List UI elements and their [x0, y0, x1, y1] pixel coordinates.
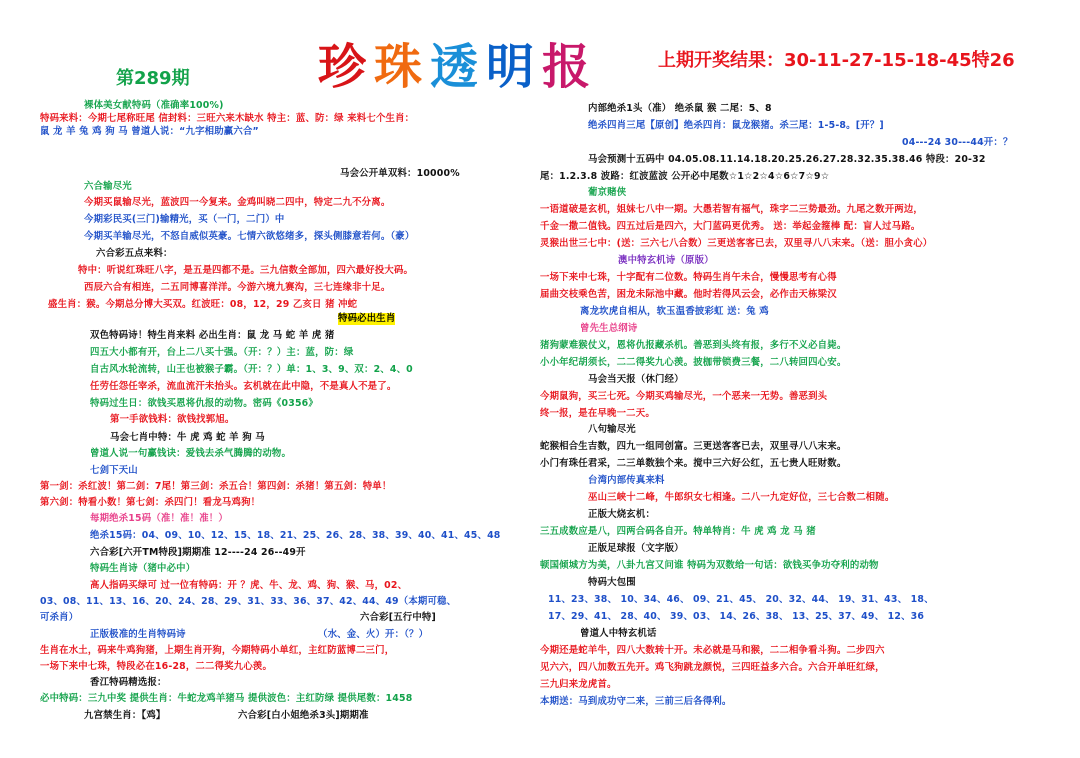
- left-text-line: 自古风水轮流转，山王也被猴子霸。（开：？）单：1、3、9、双：2、4、0: [90, 364, 413, 375]
- right-text-line: 曾先生总纲诗: [580, 323, 638, 334]
- right-text-line: 内部绝杀1头（准） 绝杀鼠 猴 二尾：5、8: [588, 103, 772, 114]
- masthead-char-3: 透: [430, 39, 479, 95]
- right-text-line: 见六六，四八加数五先开。鸡飞狗跳龙颜悦，三四旺益多六合。六合开单旺红绿，: [540, 662, 885, 673]
- right-text-line: 小门有珠任君采，二三单数独个来。搅中三六好公红，五七贵人旺财数。: [540, 458, 847, 469]
- right-text-line: 台湾内部传真来料: [588, 475, 665, 486]
- right-text-line: 11、23、38、 10、34、46、 09、21、45、 20、32、44、 19、31、43、 18、: [548, 594, 934, 605]
- left-text-line: 特码来料：今期七尾称旺尾 信封料：三旺六来木缺水 特主：蓝、防：绿 来料七个生肖：: [40, 113, 415, 124]
- masthead-char-5: 报: [542, 39, 591, 95]
- left-text-line: 双色特码诗！特生肖来料 必出生肖：鼠 龙 马 蛇 羊 虎 猪: [90, 330, 335, 341]
- left-text-line: 今期买羊输尽光，不怒自威似英豪。七情六欲悠绪多，探头侧膝意若何。（豪）: [84, 231, 415, 242]
- left-text-line: 高人指码买绿可 过一位有特码：开 ？虎、牛、龙、鸡、狗、猴、马，02、: [90, 580, 408, 591]
- left-text-line: 特中：听说红珠旺八字，是五是四都不是。三九信数全部加，四六最好投大码。: [78, 265, 414, 276]
- right-text-line: 马会预测十五码中 04.05.08.11.14.18.20.25.26.27.28.32.35.38.46 特段：20-32: [588, 154, 986, 165]
- right-text-line: 曾道人中特玄机话: [580, 628, 657, 639]
- left-text-line: 六合彩[白小姐绝杀3头]期期准: [238, 710, 369, 721]
- left-text-line: 今期彩民买(三门)输精光，买（一门，二门）中: [84, 214, 285, 225]
- left-text-line: 鼠 龙 羊 兔 鸡 狗 马 曾道人说：“九字相助赢六合”: [40, 126, 259, 137]
- right-text-line: 三五成数应是八，四两合码各自开。特单特肖：牛 虎 鸡 龙 马 猪: [540, 526, 816, 537]
- right-text-line: 今期鼠狗，买三七死。今期买鸡输尽光，一个恶来一无势。善恶到头: [540, 391, 828, 402]
- right-text-line: 小小年纪胡须长，二二得奖九心羡。披枷带锁费三餐，二八转回四心安。: [540, 357, 847, 368]
- left-text-line: 曾道人说一句赢钱诀：爱钱去杀气腾腾的动物。: [90, 448, 292, 459]
- left-text-line: 香江特码精选报：: [90, 677, 167, 688]
- left-text-line: 马会七肖中特：牛 虎 鸡 蛇 羊 狗 马: [110, 432, 265, 443]
- right-text-line: 17、29、41、 28、40、 39、03、 14、26、38、 13、25、37、49、 12、36: [548, 611, 925, 622]
- right-text-line: 正版大烧玄机：: [588, 509, 656, 520]
- left-text-line: 六合输尽光: [84, 181, 132, 192]
- left-text-line: 盛生肖：猴。今期总分博大买双。红波旺：08，12，29 乙亥日 猪 冲蛇: [48, 299, 358, 310]
- right-text-line: 灵猴出世三七中：(送：三六七八合数）三更送客客已去，双里寻八八末来。（送：胆小贪心）: [540, 238, 933, 249]
- left-text-line: 可杀肖）: [40, 612, 79, 623]
- right-text-line: 八句输尽光: [588, 424, 636, 435]
- left-text-line: 第一手欲钱料：欲钱找郭旭。: [110, 414, 235, 425]
- right-text-line: 三九归来龙虎首。: [540, 679, 617, 690]
- right-text-line: 猪狗蒙难猴仗义，恩将仇报藏杀机。善恶到头终有报，多行不义必自毙。: [540, 340, 847, 351]
- left-text-line: 生肖在水土，码来牛鸡狗猪，上期生肖开狗，今期特码小单红，主红防蓝博二三门，: [40, 645, 395, 656]
- masthead-char-2: 珠: [374, 39, 423, 95]
- right-text-line: 终一报，是在早晚一二天。: [540, 408, 655, 419]
- right-text-line: 千金一撒二值钱。四五过后是四六，大门蓝码更优秀。 送：举起金箍棒 配：盲人过马路。: [540, 221, 921, 232]
- right-text-line: 顿国倾城方为美，八卦九宫又问谁 特码为双数给一句话：欲钱买争功夺利的动物: [540, 560, 879, 571]
- right-text-line: 04---24 30---44开：？: [902, 137, 1013, 148]
- right-text-line: 特码大包围: [588, 577, 636, 588]
- left-text-line: 绝杀15码：04、09、10、12、15、18、21、25、26、28、38、39、40、41、45、48: [90, 530, 501, 541]
- left-text-line: 03、08、11、13、16、20、24、28、29、31、33、36、37、42、44、49（本期可稳、: [40, 596, 457, 607]
- left-text-line: 特码生肖诗（猪中必中）: [90, 563, 196, 574]
- right-text-line: 澳中特玄机诗（原版）: [618, 255, 714, 266]
- left-text-line: 六合彩五点来料：: [96, 248, 173, 259]
- left-text-line: 必中特码：三九中奖 提供生肖：牛蛇龙鸡羊猪马 提供波色：主红防绿 提供尾数：1458: [40, 693, 413, 704]
- left-text-line: 六合彩[六开TM特段]期期准 12----24 26--49开: [90, 547, 306, 558]
- left-text-line: 正版极准的生肖特码诗: [90, 629, 186, 640]
- left-text-line: 裸体美女献特码（准确率100%): [84, 100, 224, 111]
- masthead-char-4: 明: [486, 39, 535, 95]
- right-text-line: 本期送：马到成功守二来，三前三后各得利。: [540, 696, 732, 707]
- right-text-line: 今期还是蛇羊牛，四八大数转十开。未必就是马和猴，二二相争看斗狗。二步四六: [540, 645, 885, 656]
- left-text-line: 七剑下天山: [90, 465, 138, 476]
- masthead-char-1: 珍: [318, 39, 367, 95]
- left-text-line: 特码必出生肖: [338, 313, 396, 324]
- left-text-line: 任劳任怨任宰杀，流血流汗未抬头。玄机就在此中隐，不是真人不是了。: [90, 381, 397, 392]
- left-text-line: 每期绝杀15码（准！准！准！）: [90, 513, 228, 524]
- right-text-line: 蛇猴相合生吉数，四九一组同创富。三更送客客已去，双里寻八八末来。: [540, 441, 847, 452]
- right-text-line: 葡京赌侠: [588, 187, 627, 198]
- left-text-line: 特码过生日：欲钱买恩将仇报的动物。密码《0356》: [90, 398, 318, 409]
- left-text-line: 第六剑：特看小数！第七剑：杀四门！看龙马鸡狗！: [40, 497, 261, 508]
- left-text-line: 四五大小都有开，台上二八买十强。（开：？）主：蓝，防：绿: [90, 347, 354, 358]
- left-text-line: 一场下来中七珠，特段必在16-28，二二得奖九心羡。: [40, 661, 273, 672]
- masthead: [318, 28, 598, 97]
- right-text-line: 届曲交枝乘色苦，困龙未际池中藏。他时若得风云会，必作击天栋梁汉: [540, 289, 837, 300]
- right-text-line: 正版足球报（文字版）: [588, 543, 684, 554]
- right-text-line: 尾：1.2.3.8 波路：红波蓝波 公开必中尾数☆1☆2☆4☆6☆7☆9☆: [540, 171, 830, 182]
- issue-number: 第289期: [116, 68, 190, 89]
- left-text-line: 今期买鼠输尽光，蓝波四一今复来。金鸡叫晓二四中，特定二九不分离。: [84, 197, 391, 208]
- left-text-line: 西辰六合有相连，二五同博喜洋洋。今游六境九赛沟，三七连缘非十足。: [84, 282, 391, 293]
- left-text-line: （水、金、火）开：（？）: [318, 629, 429, 640]
- right-text-line: 离龙坎虎自相从，软玉温香披彩虹 送：兔 鸡: [580, 306, 769, 317]
- left-text-line: 九宫禁生肖：【鸡】: [84, 710, 166, 721]
- left-text-line: 六合彩[五行中特]: [360, 612, 436, 623]
- left-text-line: 马会公开单双料：10000%: [340, 168, 460, 179]
- right-text-line: 马会当天报（休门经）: [588, 374, 684, 385]
- last-result: 上期开奖结果：30-11-27-15-18-45特26: [658, 50, 1015, 71]
- left-text-line: 第一剑：杀红波！第二剑：7尾！第三剑：杀五合！第四剑：杀猪！第五剑：特单！: [40, 481, 392, 492]
- right-text-line: 一场下来中七珠，十字配有二位数。特码生肖午未合，慢慢思考有心得: [540, 272, 837, 283]
- right-text-line: 一语道破是玄机，姐妹七八中一期。大愚若智有福气，珠字二三势最劲。九尾之数开两边，: [540, 204, 924, 215]
- right-text-line: 巫山三峡十二峰，牛郎织女七相逢。二八一九定好位，三七合数二相随。: [588, 492, 895, 503]
- right-text-line: 绝杀四肖三尾【原创】绝杀四肖：鼠龙猴猪。杀三尾：1-5-8。[开？]: [588, 120, 884, 131]
